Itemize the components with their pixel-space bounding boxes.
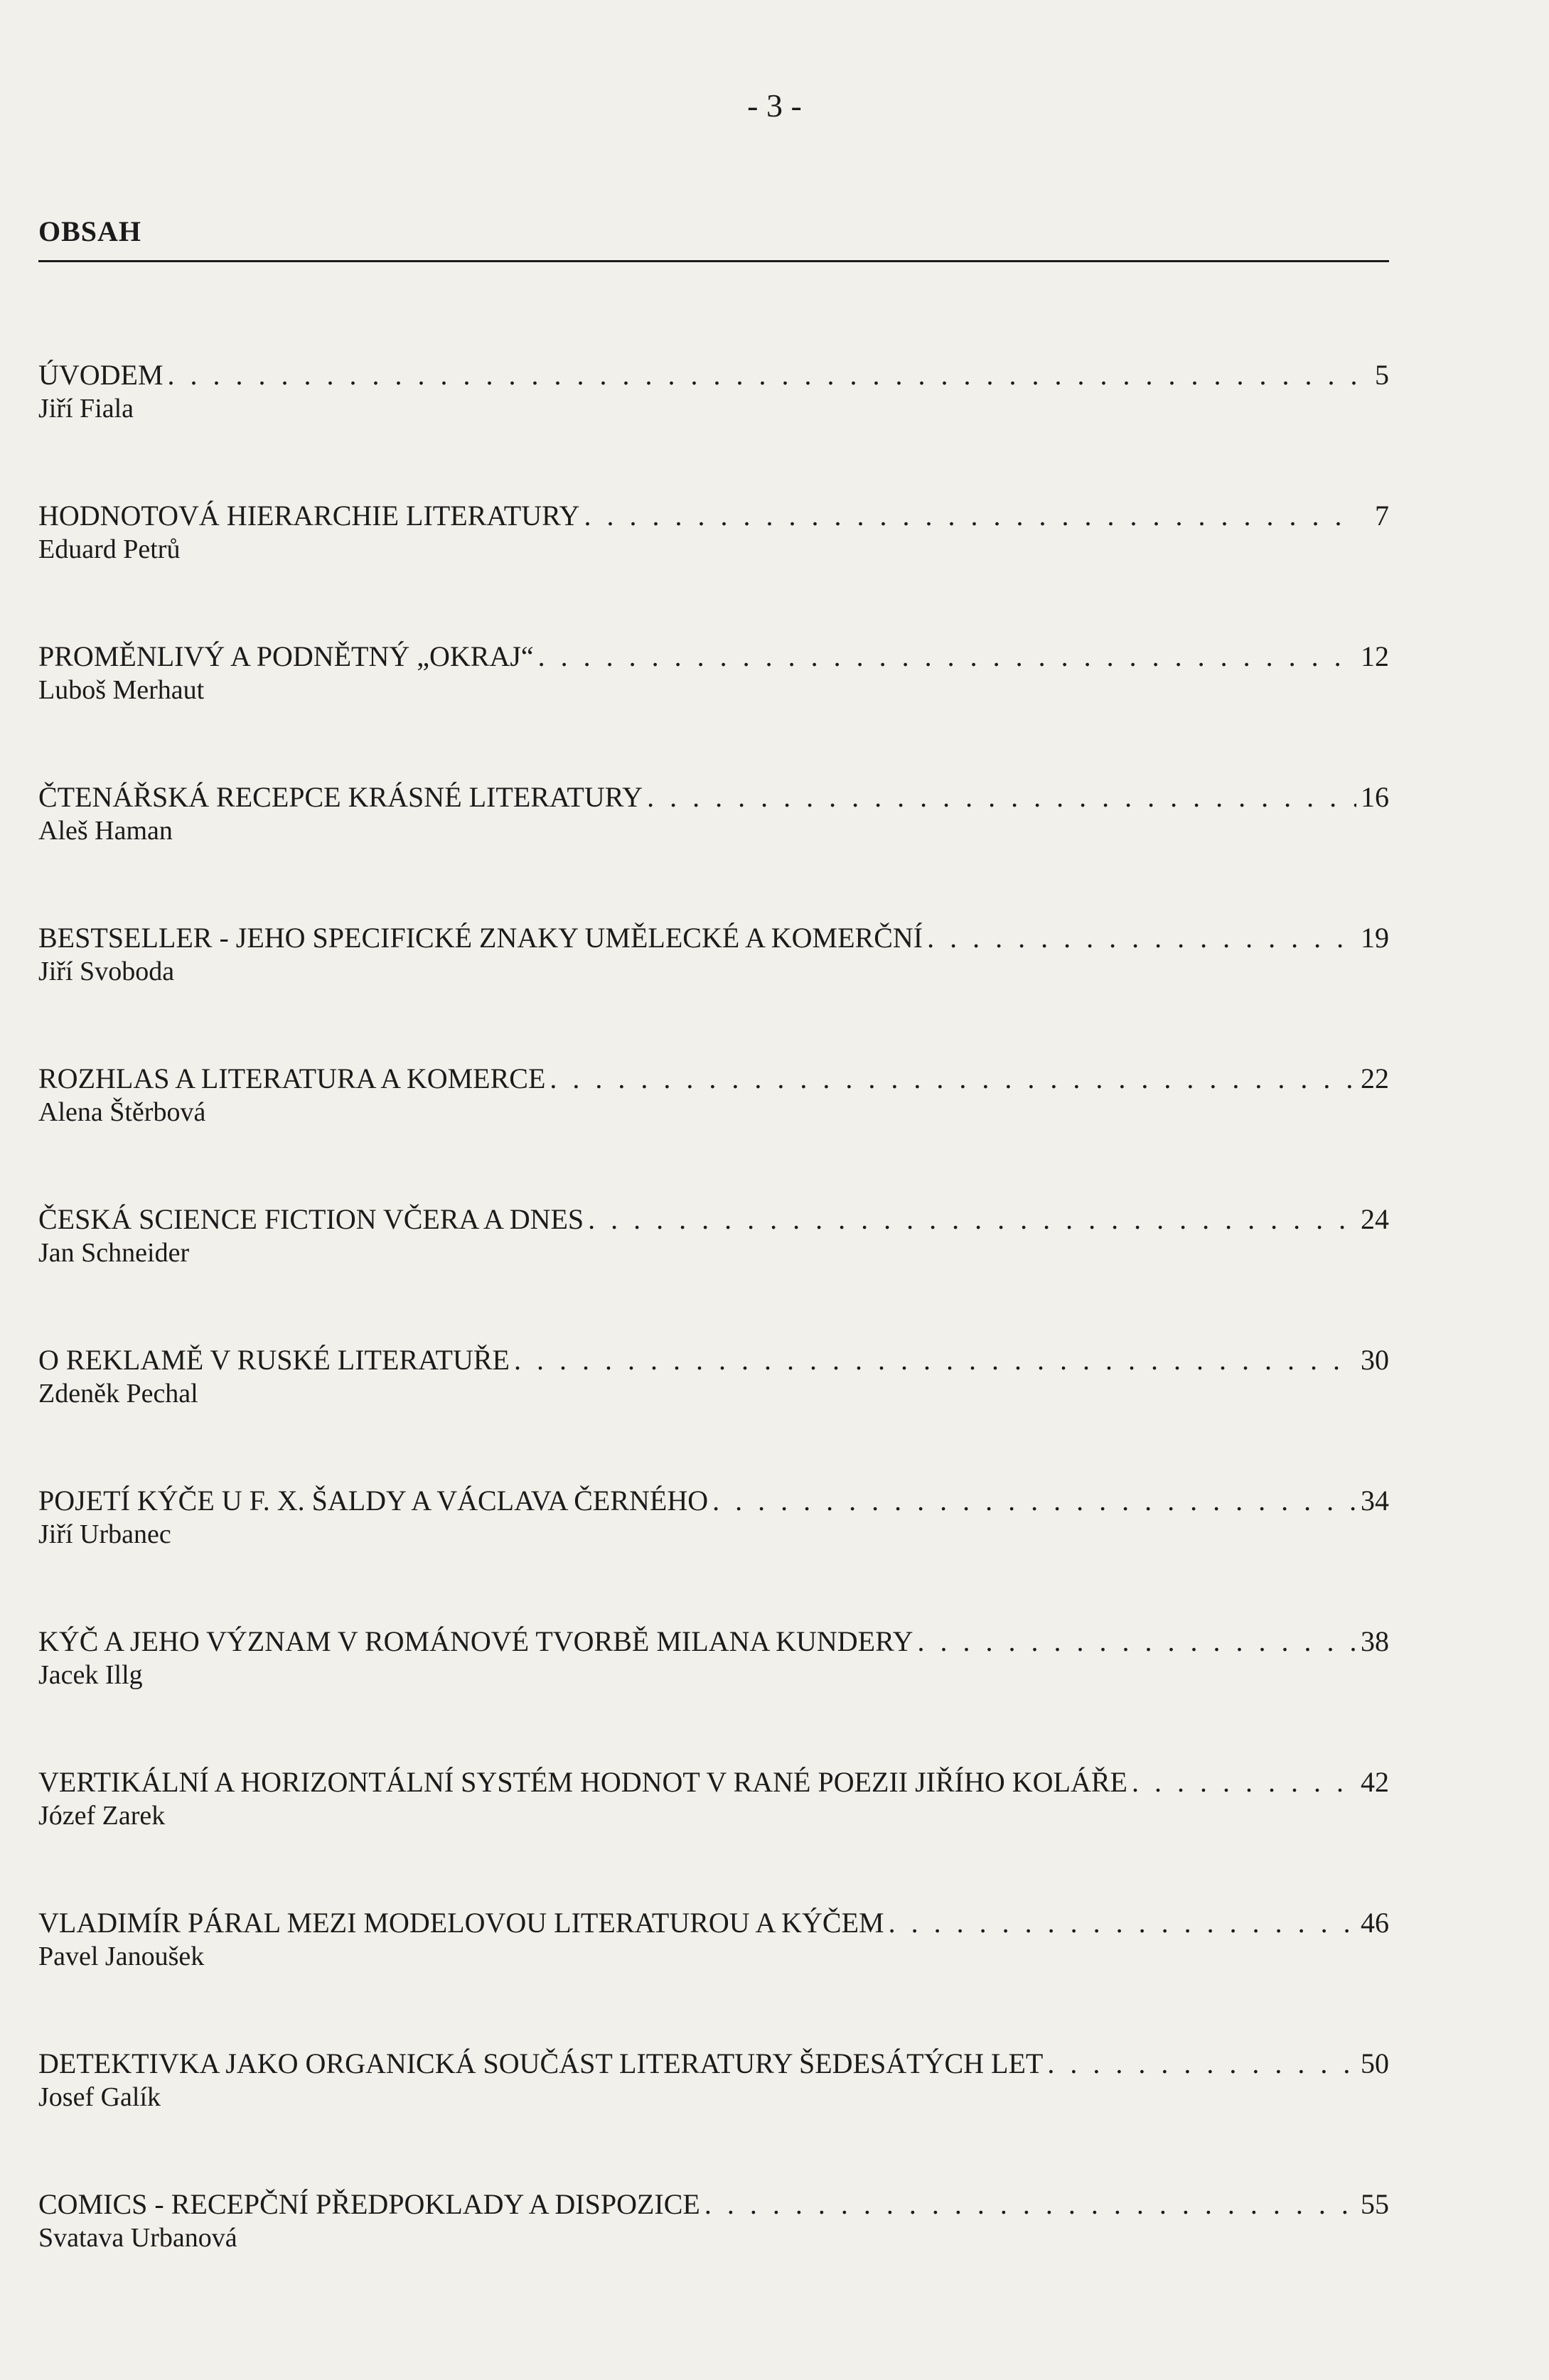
entry-author: Svatava Urbanová <box>38 2223 237 2253</box>
entry-title: KÝČ A JEHO VÝZNAM V ROMÁNOVÉ TVORBĚ MILANA KUNDERY <box>38 1625 913 1657</box>
entry-title: ROZHLAS A LITERATURA A KOMERCE <box>38 1062 546 1094</box>
entry-page: 30 <box>1361 1344 1389 1376</box>
entry-title: COMICS - RECEPČNÍ PŘEDPOKLADY A DISPOZICE <box>38 2188 700 2220</box>
dot-leader <box>917 1625 1356 1659</box>
dot-leader <box>927 921 1356 955</box>
entry-author: Jan Schneider <box>38 1238 190 1268</box>
entry-page: 46 <box>1361 1907 1389 1939</box>
entry-page: 5 <box>1375 359 1389 391</box>
entry-title: ČESKÁ SCIENCE FICTION VČERA A DNES <box>38 1203 584 1235</box>
dot-leader <box>704 2187 1356 2222</box>
entry-title: HODNOTOVÁ HIERARCHIE LITERATURY <box>38 500 580 532</box>
entry-author: Jacek Illg <box>38 1660 143 1690</box>
entry-author: Aleš Haman <box>38 816 173 846</box>
entry-page: 34 <box>1361 1485 1389 1517</box>
dot-leader <box>168 358 1356 392</box>
toc-entry <box>38 1625 1389 1691</box>
entry-title: POJETÍ KÝČE U F. X. ŠALDY A VÁCLAVA ČERNÉHO <box>38 1485 709 1517</box>
toc-entry <box>38 1484 1389 1551</box>
dot-leader <box>1132 1765 1356 1799</box>
entry-page: 50 <box>1361 2047 1389 2079</box>
toc-entry <box>38 640 1389 706</box>
entry-author: Józef Zarek <box>38 1801 166 1831</box>
entry-title: O REKLAMĚ V RUSKÉ LITERATUŘE <box>38 1344 510 1376</box>
dot-leader <box>550 1062 1356 1096</box>
page-number: - 3 - <box>747 87 802 124</box>
dot-leader <box>514 1343 1356 1377</box>
entry-page: 19 <box>1361 922 1389 954</box>
entry-author: Jiří Fiala <box>38 394 134 424</box>
dot-leader <box>647 780 1356 814</box>
dot-leader <box>1047 2047 1356 2081</box>
entry-page: 22 <box>1361 1062 1389 1094</box>
entry-page: 38 <box>1361 1625 1389 1657</box>
dot-leader <box>889 1906 1356 1940</box>
entry-author: Alena Štěrbová <box>38 1097 206 1127</box>
toc-entry <box>38 1343 1389 1410</box>
toc-entry <box>38 921 1389 988</box>
entry-author: Zdeněk Pechal <box>38 1379 198 1409</box>
toc-entry <box>38 2047 1389 2114</box>
entry-page: 55 <box>1361 2188 1389 2220</box>
toc-entry <box>38 2187 1389 2254</box>
entry-title: ÚVODEM <box>38 359 164 391</box>
entry-title: VERTIKÁLNÍ A HORIZONTÁLNÍ SYSTÉM HODNOT V RANÉ POEZII JIŘÍHO KOLÁŘE <box>38 1766 1127 1798</box>
toc-heading: OBSAH <box>38 215 142 247</box>
dot-leader <box>584 499 1356 533</box>
entry-page: 24 <box>1361 1203 1389 1235</box>
toc-entry <box>38 1062 1389 1129</box>
entry-author: Jiří Svoboda <box>38 957 175 986</box>
entry-page: 42 <box>1361 1766 1389 1798</box>
entry-page: 12 <box>1361 640 1389 672</box>
entry-author: Luboš Merhaut <box>38 675 205 705</box>
dot-leader <box>588 1202 1356 1237</box>
table-of-contents <box>38 0 1389 2380</box>
entry-author: Jiří Urbanec <box>38 1519 171 1549</box>
entry-page: 16 <box>1361 781 1389 813</box>
entry-title: BESTSELLER - JEHO SPECIFICKÉ ZNAKY UMĚLECKÉ A KOMERČNÍ <box>38 922 923 954</box>
entry-title: ČTENÁŘSKÁ RECEPCE KRÁSNÉ LITERATURY <box>38 781 643 813</box>
entry-author: Eduard Petrů <box>38 534 181 564</box>
toc-entry <box>38 499 1389 566</box>
dot-leader <box>538 640 1356 674</box>
entry-author: Josef Galík <box>38 2082 161 2112</box>
entry-author: Pavel Janoušek <box>38 1942 205 1971</box>
entry-title: PROMĚNLIVÝ A PODNĚTNÝ „OKRAJ“ <box>38 640 534 672</box>
toc-entry <box>38 1906 1389 1973</box>
toc-entry <box>38 358 1389 425</box>
entry-title: DETEKTIVKA JAKO ORGANICKÁ SOUČÁST LITERATURY ŠEDESÁTÝCH LET <box>38 2047 1044 2079</box>
toc-entry <box>38 1202 1389 1269</box>
entry-page: 7 <box>1375 500 1389 532</box>
entry-title: VLADIMÍR PÁRAL MEZI MODELOVOU LITERATUROU A KÝČEM <box>38 1907 884 1939</box>
toc-entry <box>38 780 1389 847</box>
toc-entry <box>38 1765 1389 1832</box>
dot-leader <box>712 1484 1356 1518</box>
